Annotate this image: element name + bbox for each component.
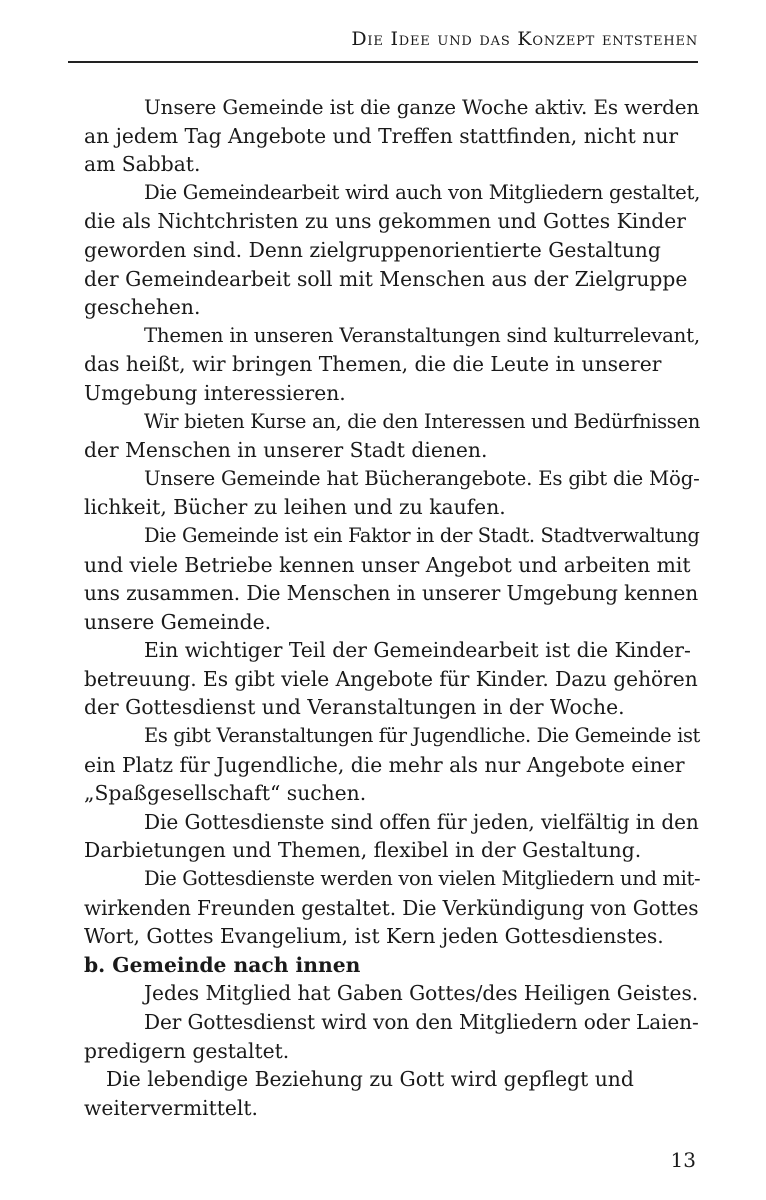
text-line: Der Gottesdienst wird von den Mitgliedern oder Laien- bbox=[144, 1010, 699, 1034]
text-line: Wir bieten Kurse an, die den Interessen und Bedürfnissen bbox=[144, 409, 700, 433]
text-line: „Spaßgesellschaft“ suchen. bbox=[84, 781, 367, 806]
paragraph-3 bbox=[84, 322, 698, 408]
text-line: Die lebendige Beziehung zu Gott wird gepflegt und bbox=[106, 1067, 634, 1092]
text-line: weitervermittelt. bbox=[84, 1095, 258, 1120]
text-line: Themen in unseren Veranstaltungen sind kulturrelevant, bbox=[144, 323, 700, 347]
paragraph-7 bbox=[84, 636, 698, 722]
text-line: wirkenden Freunden gestaltet. Die Verkündigung von Gottes bbox=[84, 895, 699, 920]
text-line: betreuung. Es gibt viele Angebote für Kinder. Dazu gehören bbox=[84, 666, 698, 691]
running-header: Die Idee und das Konzept entstehen bbox=[351, 28, 698, 50]
section-heading: b. Gemeinde nach innen bbox=[84, 952, 361, 977]
text-line: Umgebung interessieren. bbox=[84, 380, 346, 405]
text-line: lichkeit, Bücher zu leihen und zu kaufen. bbox=[84, 495, 506, 520]
text-line: Darbietungen und Themen, flexibel in der Gestaltung. bbox=[84, 838, 642, 863]
text-line: Die Gemeindearbeit wird auch von Mitgliedern gestaltet, bbox=[144, 180, 701, 204]
text-line: unsere Gemeinde. bbox=[84, 609, 272, 634]
paragraph-4 bbox=[84, 408, 698, 465]
text-line: Wort, Gottes Evangelium, ist Kern jeden Gottesdienstes. bbox=[84, 924, 664, 949]
paragraph-1 bbox=[84, 93, 698, 179]
text-line: die als Nichtchristen zu uns gekommen und Gottes Kinder bbox=[84, 209, 686, 234]
text-line: geworden sind. Denn zielgruppenorientierte Gestaltung bbox=[84, 237, 661, 262]
text-line: ein Platz für Jugendliche, die mehr als nur Angebote einer bbox=[84, 752, 685, 777]
text-line: geschehen. bbox=[84, 295, 201, 320]
text-line: Es gibt Veranstaltungen für Jugendliche. Die Gemeinde ist bbox=[144, 724, 700, 748]
paragraph-10 bbox=[84, 865, 701, 951]
section-paragraph-1 bbox=[84, 979, 698, 1008]
paragraph-9 bbox=[84, 808, 698, 865]
text-line: Unsere Gemeinde ist die ganze Woche aktiv. Es werden bbox=[144, 95, 700, 119]
paragraph-5 bbox=[84, 465, 698, 522]
text-line: Ein wichtiger Teil der Gemeindearbeit ist die Kinder- bbox=[144, 638, 691, 663]
section-paragraph-3 bbox=[84, 1065, 698, 1122]
text-line: Unsere Gemeinde hat Bücherangebote. Es gibt die Mög- bbox=[144, 466, 700, 490]
text-line: Die Gemeinde ist ein Faktor in der Stadt. Stadtverwaltung bbox=[144, 523, 700, 547]
page-number: 13 bbox=[670, 1148, 696, 1172]
section-paragraph-2 bbox=[84, 1008, 698, 1065]
text-line: und viele Betriebe kennen unser Angebot und arbeiten mit bbox=[84, 552, 691, 577]
paragraph-8 bbox=[84, 722, 698, 808]
body-text bbox=[84, 93, 701, 1122]
text-line: der Gemeindearbeit soll mit Menschen aus der Zielgruppe bbox=[84, 266, 688, 291]
paragraph-2 bbox=[84, 179, 701, 322]
text-line: Die Gottesdienste werden von vielen Mitgliedern und mit- bbox=[144, 867, 701, 891]
text-line: der Gottesdienst und Veranstaltungen in der Woche. bbox=[84, 695, 625, 720]
text-line: predigern gestaltet. bbox=[84, 1038, 290, 1063]
text-line: Jedes Mitglied hat Gaben Gottes/des Heiligen Geistes. bbox=[144, 981, 699, 1006]
text-line: das heißt, wir bringen Themen, die die Leute in unserer bbox=[84, 352, 662, 377]
text-line: an jedem Tag Angebote und Treffen stattfinden, nicht nur bbox=[84, 123, 679, 148]
paragraph-6 bbox=[84, 522, 698, 636]
text-line: uns zusammen. Die Menschen in unserer Umgebung kennen bbox=[84, 581, 699, 606]
text-line: am Sabbat. bbox=[84, 152, 201, 177]
header-rule bbox=[68, 61, 698, 63]
text-line: der Menschen in unserer Stadt dienen. bbox=[84, 438, 488, 463]
text-line: Die Gottesdienste sind offen für jeden, vielfältig in den bbox=[144, 809, 699, 834]
